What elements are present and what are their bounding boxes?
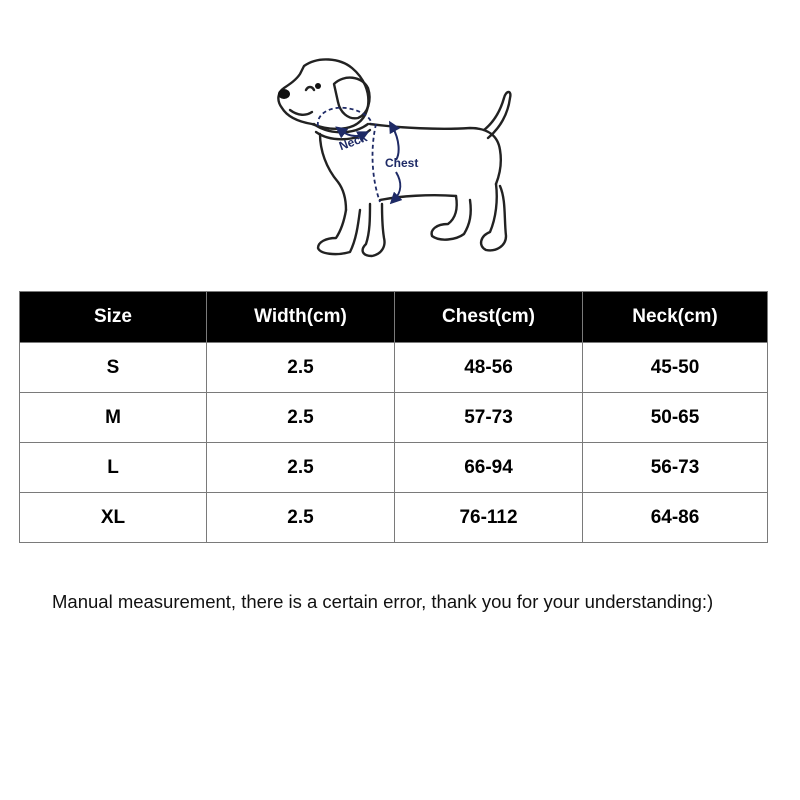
- dog-front-leg-1: [318, 210, 360, 254]
- cell-chest: 48-56: [395, 343, 583, 393]
- dog-hind-leg-2: [481, 184, 506, 250]
- cell-neck: 50-65: [583, 393, 768, 443]
- cell-chest: 76-112: [395, 493, 583, 543]
- dog-hind-leg-1: [432, 196, 471, 240]
- header-width: Width(cm): [207, 292, 395, 343]
- cell-width: 2.5: [207, 343, 395, 393]
- size-chart-table: [19, 291, 768, 543]
- table-row: [20, 393, 768, 443]
- cell-chest: 66-94: [395, 443, 583, 493]
- neck-label: Neck: [337, 130, 369, 154]
- chest-measure-line: [373, 124, 380, 202]
- table-header-row: [20, 292, 768, 343]
- measurement-note: Manual measurement, there is a certain error, thank you for your understanding:): [52, 591, 714, 612]
- dog-front-leg-2: [363, 204, 385, 256]
- table-row: [20, 493, 768, 543]
- chest-label: Chest: [385, 156, 419, 170]
- cell-width: 2.5: [207, 393, 395, 443]
- table-row: [20, 343, 768, 393]
- dog-measurement-illustration: [270, 52, 530, 267]
- table-row: [20, 443, 768, 493]
- dog-back-outline: [370, 124, 501, 184]
- cell-neck: 45-50: [583, 343, 768, 393]
- header-neck: Neck(cm): [583, 292, 768, 343]
- dog-ear-outline: [334, 78, 370, 119]
- cell-size: M: [20, 393, 207, 443]
- cell-chest: 57-73: [395, 393, 583, 443]
- cell-size: S: [20, 343, 207, 393]
- cell-neck: 56-73: [583, 443, 768, 493]
- cell-size: XL: [20, 493, 207, 543]
- cell-size: L: [20, 443, 207, 493]
- header-size: Size: [20, 292, 207, 343]
- cell-width: 2.5: [207, 493, 395, 543]
- dog-belly-outline: [380, 195, 456, 200]
- header-chest: Chest(cm): [395, 292, 583, 343]
- cell-neck: 64-86: [583, 493, 768, 543]
- cell-width: 2.5: [207, 443, 395, 493]
